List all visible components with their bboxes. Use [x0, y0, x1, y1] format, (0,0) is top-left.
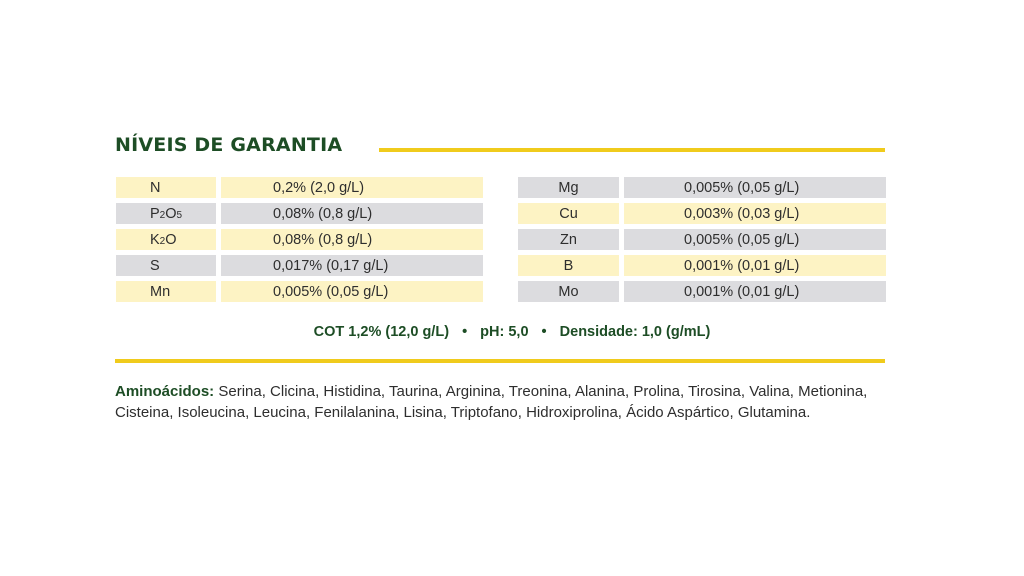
table-row — [116, 255, 483, 276]
table-row — [518, 229, 886, 250]
nutrient-label: S — [116, 255, 216, 276]
nutrient-label: P2O5 — [116, 203, 216, 224]
nutrient-value: 0,001% (0,01 g/L) — [624, 255, 886, 276]
nutrient-label: Mg — [518, 177, 619, 198]
guarantee-table-left — [111, 172, 488, 307]
nutrient-value: 0,001% (0,01 g/L) — [624, 281, 886, 302]
title-rule — [379, 148, 885, 152]
nutrient-value: 0,005% (0,05 g/L) — [221, 281, 483, 302]
table-row — [518, 281, 886, 302]
bottom-rule — [115, 359, 885, 363]
guarantee-table-right — [513, 172, 891, 307]
amino-acids-paragraph — [115, 381, 895, 423]
nutrient-label: B — [518, 255, 619, 276]
summary-line — [0, 324, 1024, 340]
nutrient-label: N — [116, 177, 216, 198]
table-row — [116, 203, 483, 224]
nutrient-value: 0,017% (0,17 g/L) — [221, 255, 483, 276]
table-row — [518, 203, 886, 224]
separator-dot: • — [541, 324, 547, 340]
table-row — [116, 281, 483, 302]
ph-value: pH: 5,0 — [480, 324, 529, 340]
amino-acids-list: Serina, Clicina, Histidina, Taurina, Arginina, Treonina, Alanina, Prolina, Tirosina, Valina, Metionina, Cisteina, Isoleucina, Leucina, Fenilalanina, Lisina, Triptofano, Hidroxiprolina, Ácido Aspártico, Glutamina. — [115, 383, 868, 421]
table-row — [518, 255, 886, 276]
cot-value: COT 1,2% (12,0 g/L) — [313, 324, 450, 340]
section-title: NÍVEIS DE GARANTIA — [115, 134, 343, 156]
density-value: Densidade: 1,0 (g/mL) — [559, 324, 711, 340]
nutrient-value: 0,005% (0,05 g/L) — [624, 177, 886, 198]
nutrient-value: 0,2% (2,0 g/L) — [221, 177, 483, 198]
nutrient-label: K2O — [116, 229, 216, 250]
nutrient-value: 0,08% (0,8 g/L) — [221, 203, 483, 224]
nutrient-value: 0,005% (0,05 g/L) — [624, 229, 886, 250]
table-row — [518, 177, 886, 198]
amino-acids-label: Aminoácidos: — [115, 383, 215, 400]
table-row — [116, 229, 483, 250]
nutrient-label: Zn — [518, 229, 619, 250]
nutrient-label: Mn — [116, 281, 216, 302]
nutrient-value: 0,08% (0,8 g/L) — [221, 229, 483, 250]
nutrient-value: 0,003% (0,03 g/L) — [624, 203, 886, 224]
nutrient-label: Mo — [518, 281, 619, 302]
nutrient-label: Cu — [518, 203, 619, 224]
table-row — [116, 177, 483, 198]
separator-dot: • — [462, 324, 468, 340]
